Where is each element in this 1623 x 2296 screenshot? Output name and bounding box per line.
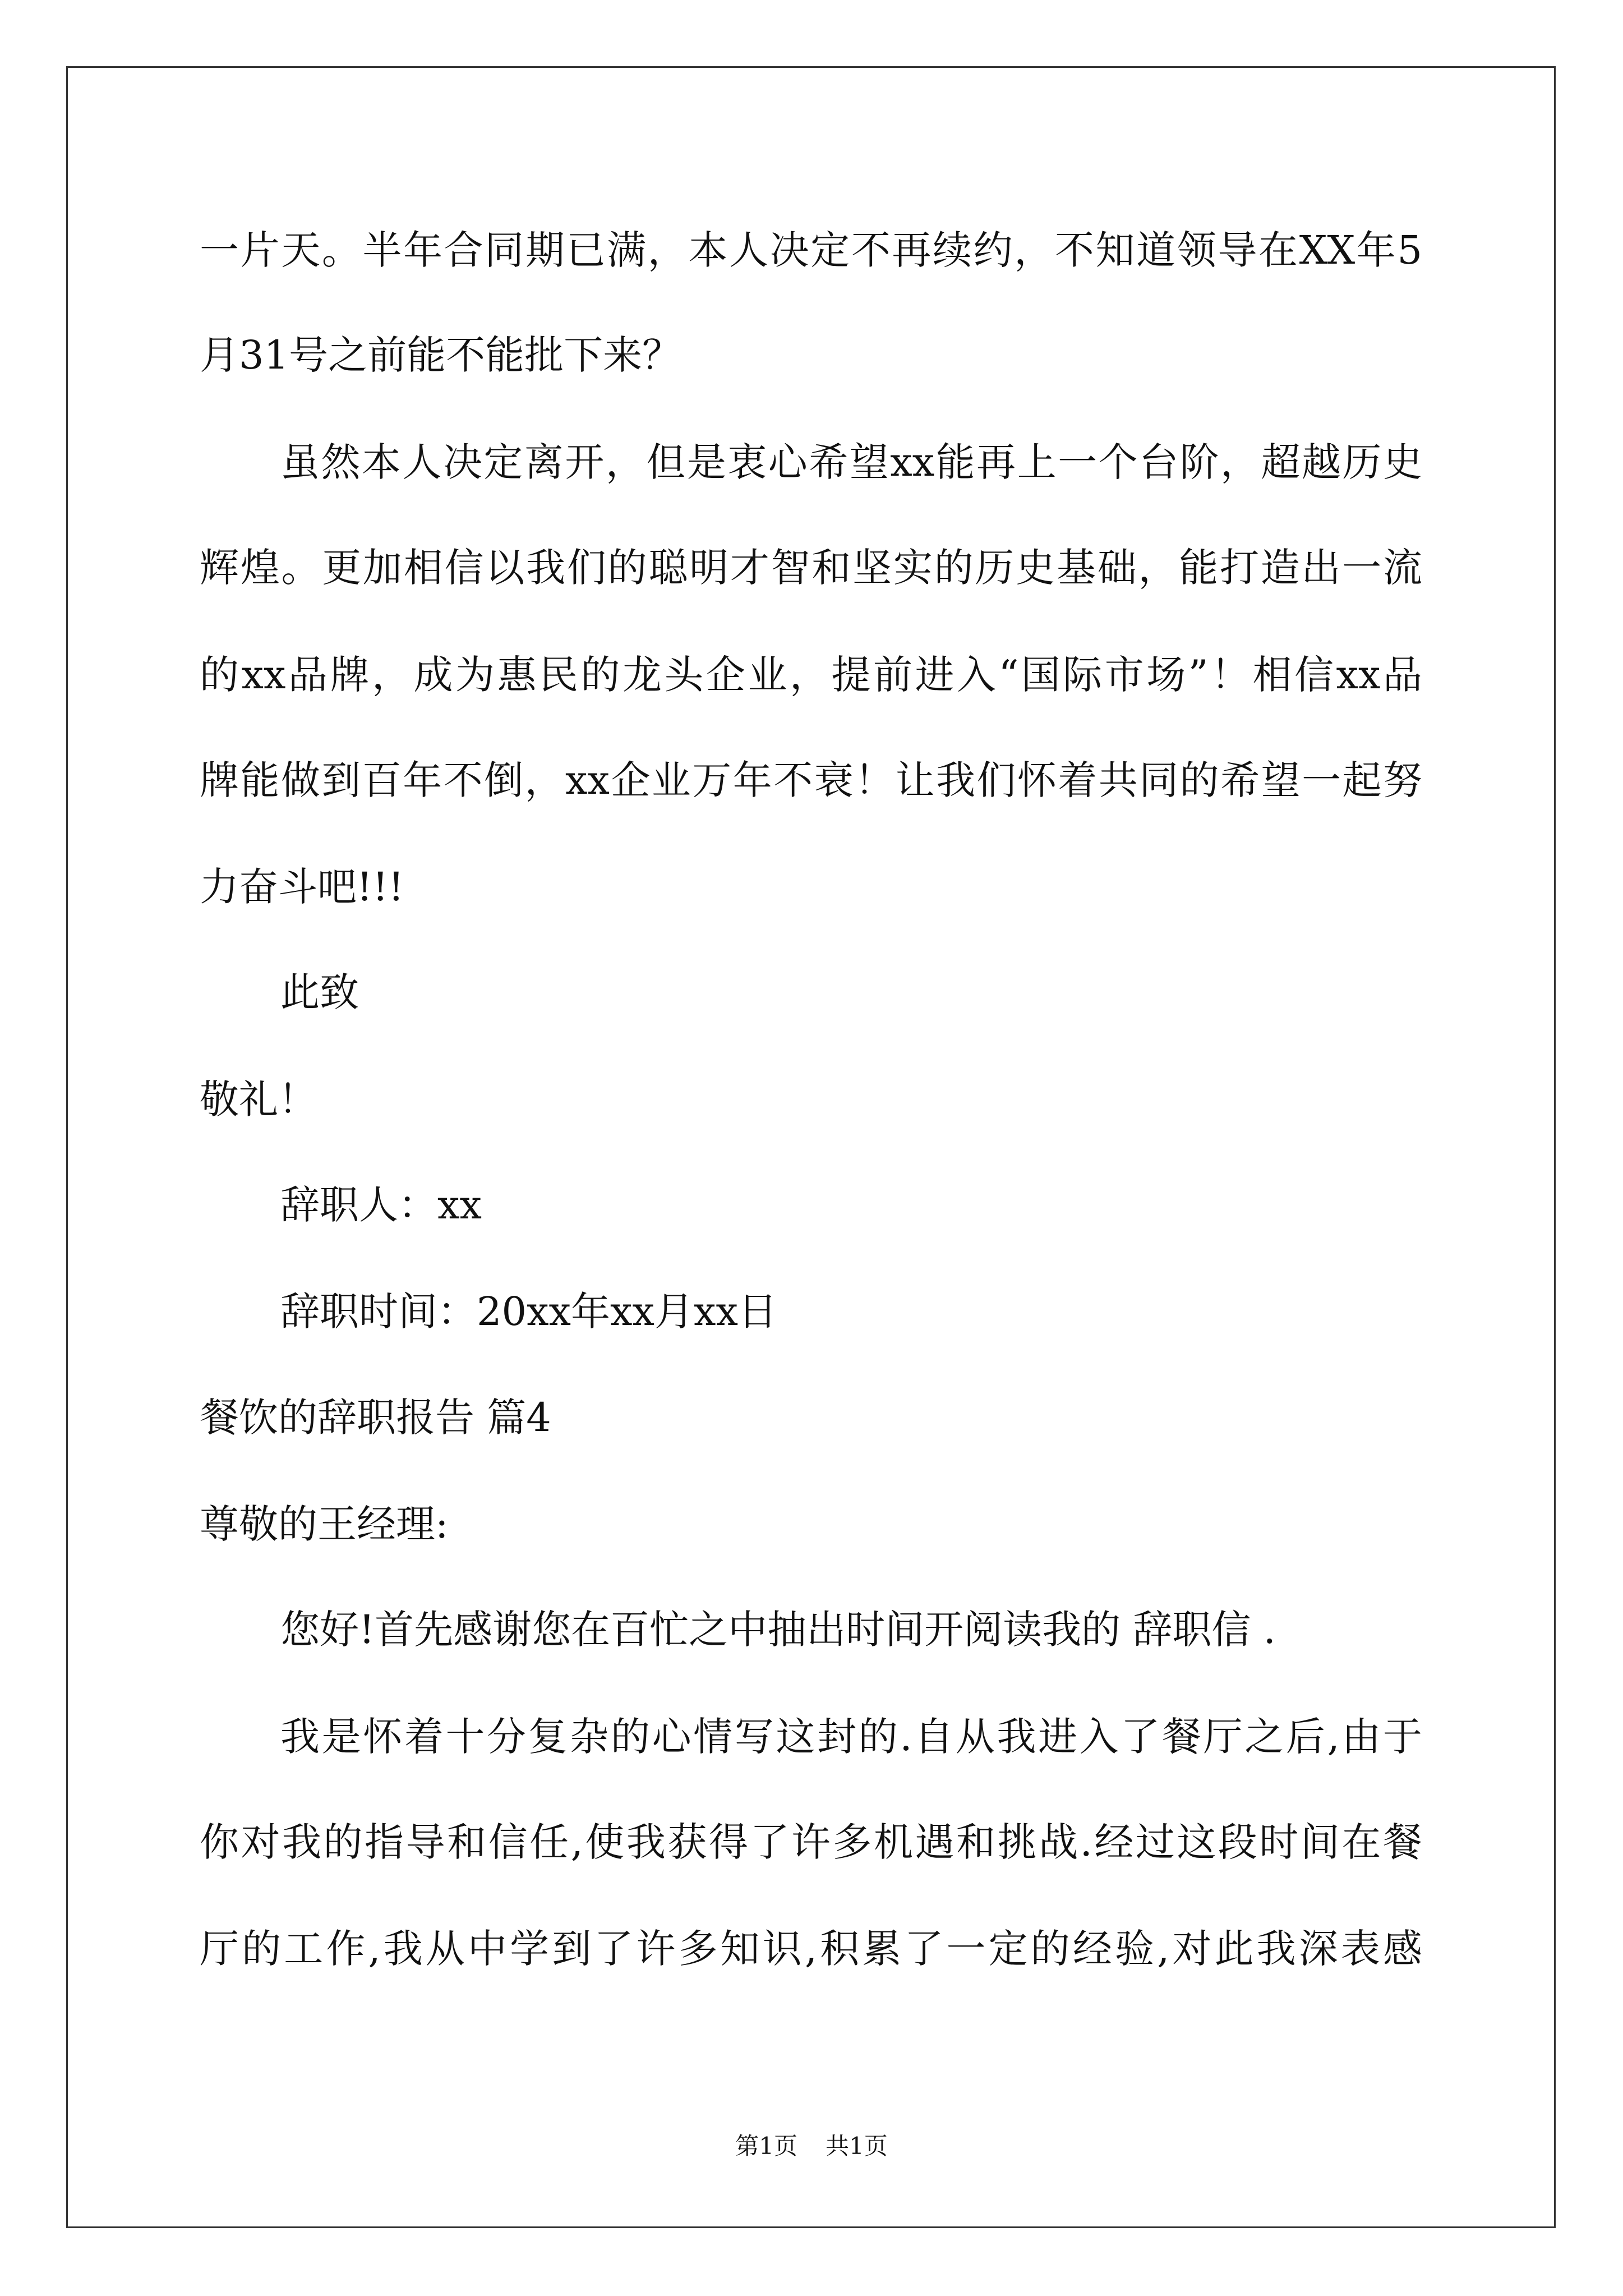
page-total: 共1页	[826, 2132, 888, 2160]
resigner-name: 辞职人：xx	[280, 1182, 482, 1228]
letter-opening: 您好!首先感谢您在百忙之中抽出时间开阅读我的 辞职信 .	[280, 1607, 1276, 1653]
text-line-2: 月31号之前能不能批下来？	[200, 332, 682, 378]
paragraph-2-line-2: 辉煌。更加相信以我们的聪明才智和坚实的历史基础，能打造出一流	[200, 545, 1422, 591]
page-number: 第1页	[735, 2132, 797, 2160]
letter-greeting: 尊敬的王经理:	[200, 1501, 449, 1547]
paragraph-2-line-4: 牌能做到百年不倒，xx企业万年不衰！让我们怀着共同的希望一起努	[200, 757, 1422, 803]
page-footer	[0, 2129, 1623, 2163]
paragraph-2-line-5: 力奋斗吧!!!	[200, 864, 404, 910]
paragraph-2-line-3: 的xx品牌，成为惠民的龙头企业，提前进入“国际市场”！相信xx品	[200, 652, 1422, 698]
closing-regards: 敬礼！	[200, 1076, 317, 1122]
paragraph-5-line-2: 你对我的指导和信任,使我获得了许多机遇和挑战.经过这段时间在餐	[200, 1819, 1422, 1865]
paragraph-2-line-1: 虽然本人决定离开，但是衷心希望xx能再上一个台阶，超越历史	[280, 439, 1422, 485]
page-border	[66, 66, 1556, 2228]
text-line-1: 一片天。半年合同期已满，本人决定不再续约，不知道领导在XX年5	[200, 227, 1422, 273]
resignation-date: 辞职时间：20xx年xx月xx日	[280, 1289, 777, 1335]
section-heading: 餐饮的辞职报告 篇4	[200, 1395, 551, 1441]
paragraph-5-line-1: 我是怀着十分复杂的心情写这封的.自从我进入了餐厅之后,由于	[280, 1714, 1422, 1760]
closing-salutation: 此致	[280, 969, 359, 1015]
paragraph-5-line-3: 厅的工作,我从中学到了许多知识,积累了一定的经验,对此我深表感	[200, 1926, 1422, 1972]
